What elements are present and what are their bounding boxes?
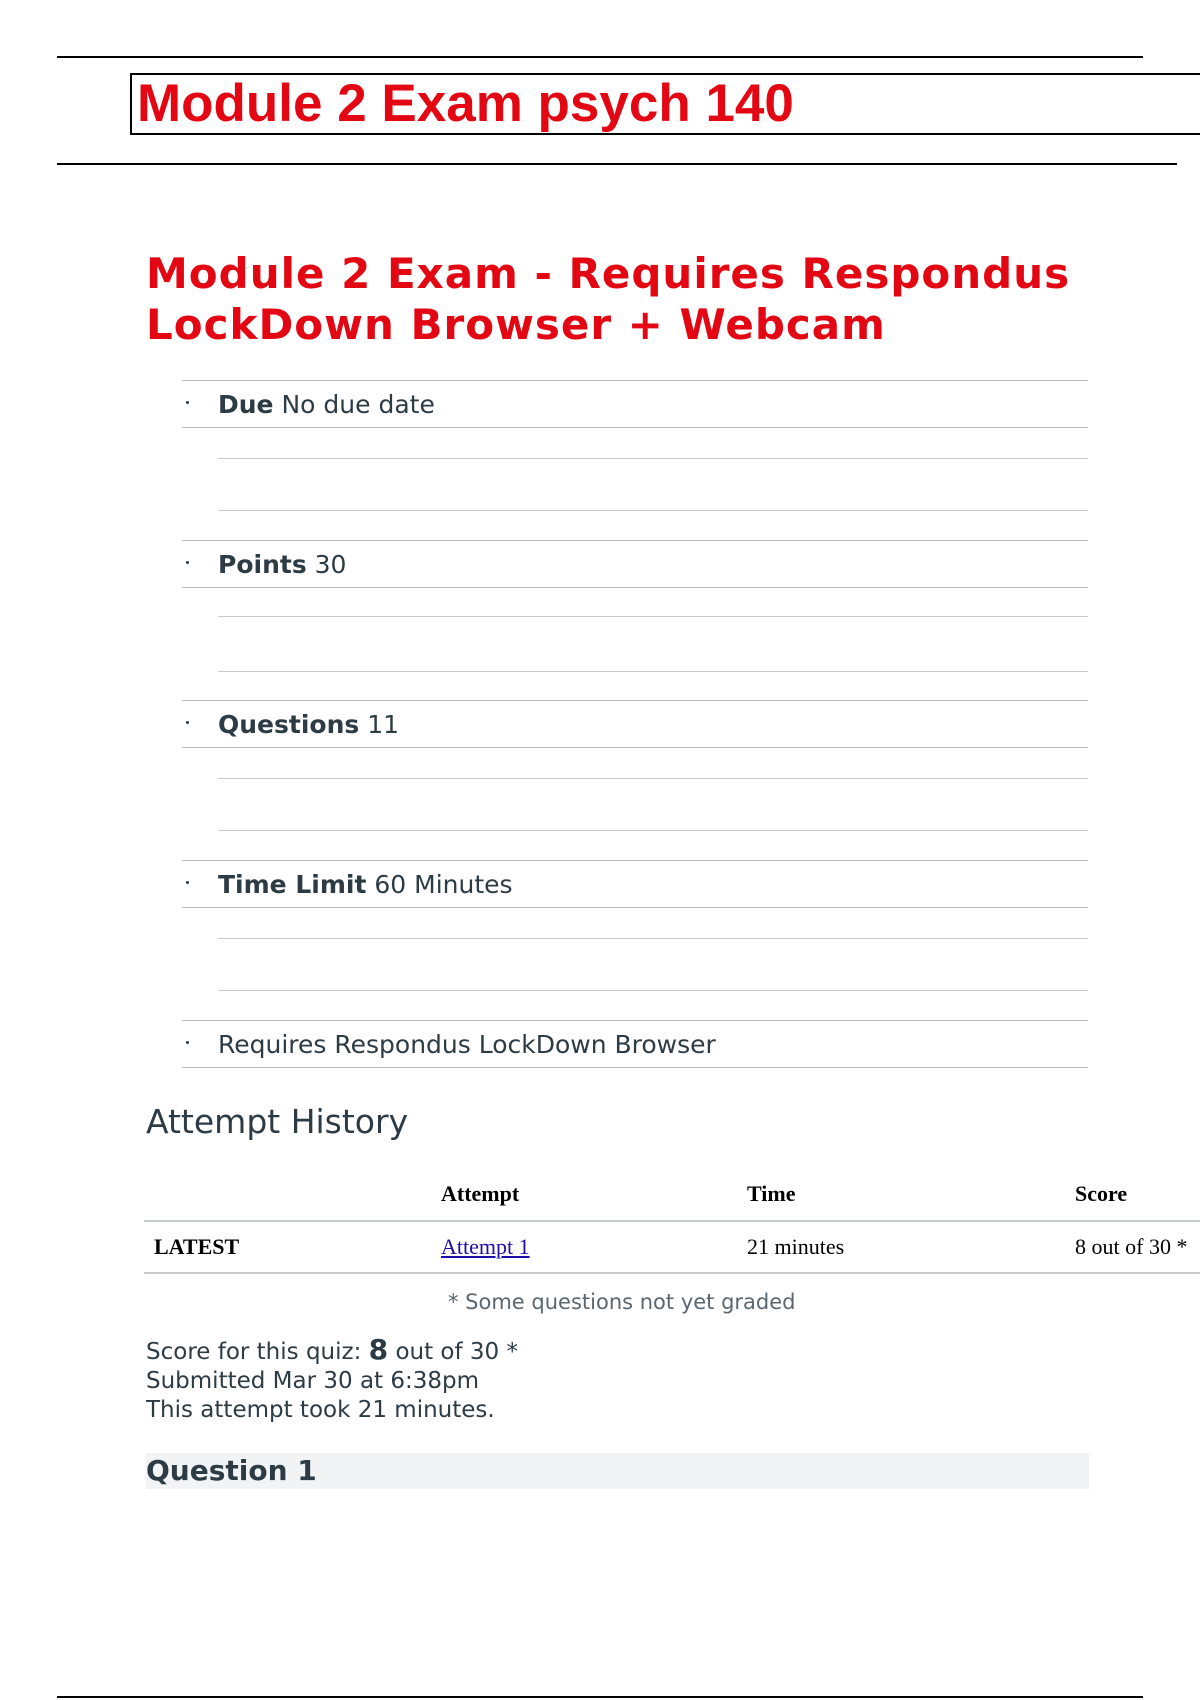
attempt-link[interactable]: Attempt 1 — [441, 1234, 530, 1259]
detail-value: Requires Respondus LockDown Browser — [218, 1030, 716, 1059]
quiz-title: Module 2 Exam - Requires Respondus LockDown Browser + Webcam — [146, 249, 1071, 349]
detail-label: Questions — [218, 710, 360, 739]
detail-row — [182, 540, 1088, 588]
quiz-summary — [146, 1335, 518, 1425]
detail-value: 30 — [314, 550, 347, 579]
table-row — [144, 1221, 1200, 1273]
detail-questions — [182, 700, 1088, 860]
detail-label: Due — [218, 390, 274, 419]
detail-lockdown — [182, 1020, 1088, 1068]
document-title-box — [130, 73, 1200, 135]
detail-row — [182, 380, 1088, 428]
bullet-icon — [186, 881, 189, 884]
bullet-icon — [186, 561, 189, 564]
detail-spacer — [182, 588, 1088, 700]
column-header-attempt: Attempt — [431, 1168, 737, 1221]
detail-spacer — [182, 428, 1088, 540]
quiz-details — [182, 380, 1088, 1068]
detail-row — [182, 700, 1088, 748]
detail-label: Points — [218, 550, 307, 579]
score-suffix: out of 30 * — [395, 1339, 518, 1365]
grading-note: * Some questions not yet graded — [448, 1290, 796, 1314]
detail-time-limit — [182, 860, 1088, 1020]
attempt-score: 8 out of 30 * — [1065, 1221, 1200, 1273]
top-rule — [57, 56, 1143, 58]
column-header-score: Score — [1065, 1168, 1200, 1221]
attempt-history-table — [144, 1168, 1200, 1274]
detail-value: No due date — [281, 390, 435, 419]
detail-row — [182, 860, 1088, 908]
detail-due — [182, 380, 1088, 540]
bullet-icon — [186, 1041, 189, 1044]
title-rule — [57, 163, 1177, 165]
bullet-icon — [186, 401, 189, 404]
table-header-row — [144, 1168, 1200, 1221]
column-header — [144, 1168, 431, 1221]
detail-label: Time Limit — [218, 870, 367, 899]
bottom-rule — [57, 1696, 1143, 1698]
duration-line: This attempt took 21 minutes. — [146, 1397, 495, 1423]
question-title: Question 1 — [146, 1454, 317, 1487]
score-value: 8 — [368, 1333, 389, 1366]
column-header-time: Time — [737, 1168, 1065, 1221]
bullet-icon — [186, 721, 189, 724]
score-label: Score for this quiz: — [146, 1339, 362, 1365]
detail-spacer — [182, 908, 1088, 1020]
attempt-time: 21 minutes — [737, 1221, 1065, 1273]
detail-row — [182, 1020, 1088, 1068]
question-header — [146, 1453, 1089, 1489]
attempt-history-heading: Attempt History — [146, 1102, 409, 1141]
document-title: Module 2 Exam psych 140 — [137, 74, 794, 133]
detail-value: 11 — [367, 710, 400, 739]
score-line — [146, 1335, 518, 1367]
latest-tag: LATEST — [144, 1221, 431, 1273]
detail-value: 60 Minutes — [374, 870, 513, 899]
detail-points — [182, 540, 1088, 700]
detail-spacer — [182, 748, 1088, 860]
submitted-line: Submitted Mar 30 at 6:38pm — [146, 1368, 480, 1394]
